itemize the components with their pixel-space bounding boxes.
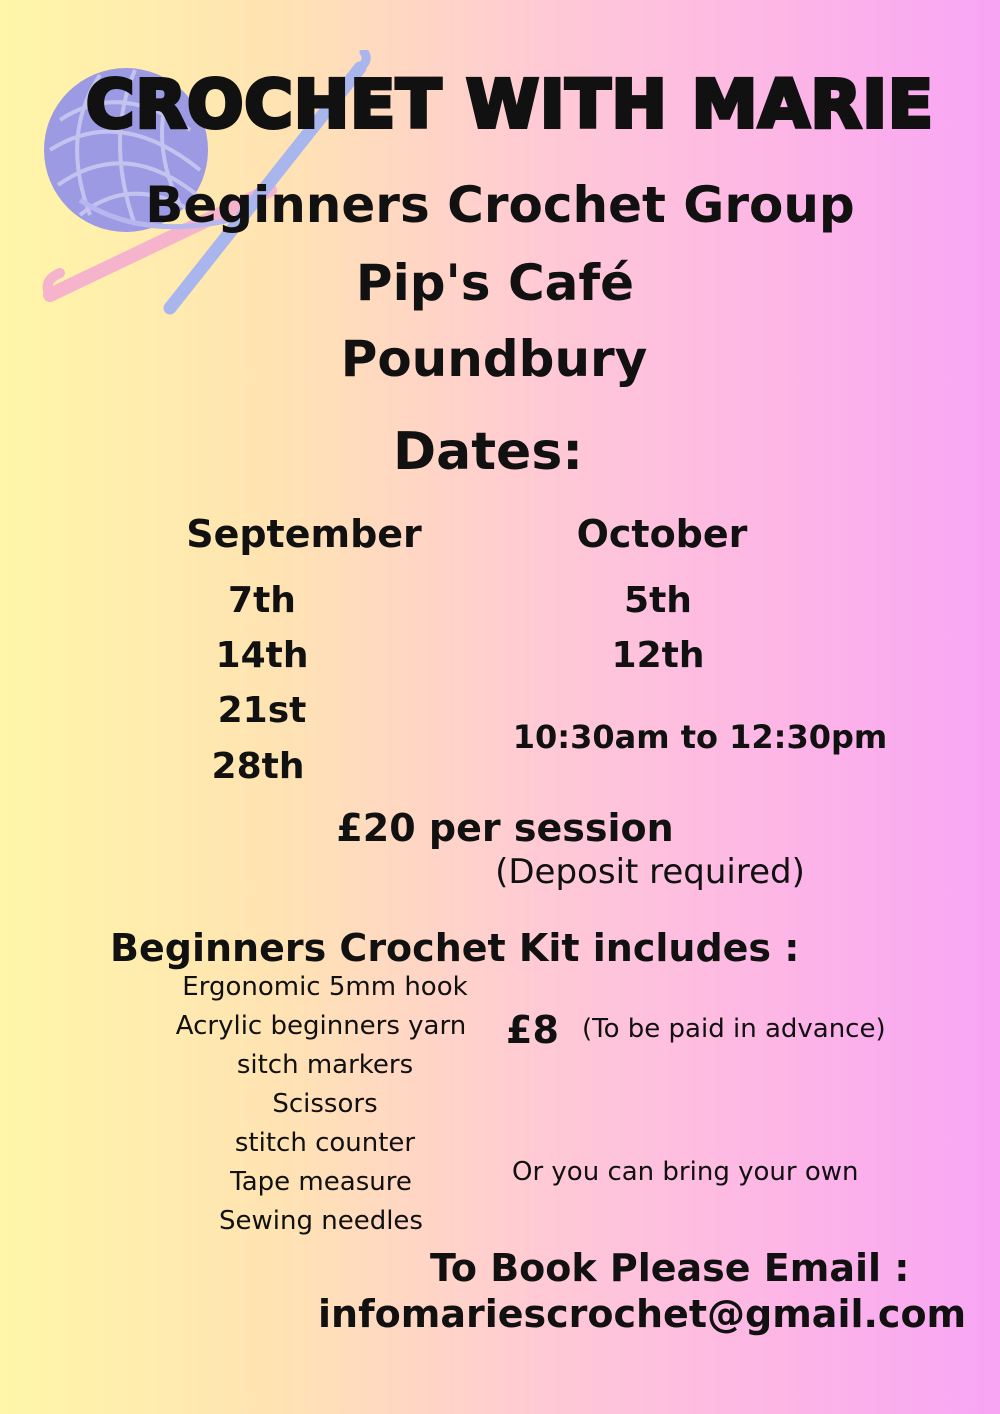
september-date: 7th: [228, 580, 296, 621]
september-date: 21st: [217, 690, 307, 731]
kit-item: sitch markers: [236, 1050, 414, 1080]
september-date: 28th: [211, 746, 305, 787]
october-date: 12th: [611, 635, 705, 676]
venue-location: Poundbury: [340, 330, 648, 388]
kit-price-note: (To be paid in advance): [582, 1014, 886, 1044]
booking-email: infomariescrochet@gmail.com: [318, 1292, 967, 1336]
month-september: September: [186, 512, 422, 556]
month-october: October: [576, 512, 748, 556]
bring-own-note: Or you can bring your own: [512, 1157, 859, 1187]
kit-item: Ergonomic 5mm hook: [182, 972, 468, 1002]
group-name: Beginners Crochet Group: [145, 176, 855, 234]
october-date: 5th: [624, 580, 692, 621]
kit-item: Sewing needles: [219, 1206, 423, 1236]
session-time: 10:30am to 12:30pm: [512, 718, 888, 756]
dates-heading: Dates:: [392, 422, 584, 482]
kit-item: stitch counter: [234, 1128, 416, 1158]
session-price: £20 per session: [336, 806, 674, 850]
kit-heading: Beginners Crochet Kit includes :: [110, 926, 800, 970]
booking-label: To Book Please Email :: [430, 1246, 910, 1290]
page-title: CROCHET WITH MARIE: [86, 66, 934, 143]
september-date: 14th: [215, 635, 309, 676]
kit-item: Acrylic beginners yarn: [175, 1011, 467, 1041]
kit-price: £8: [506, 1008, 559, 1052]
kit-item: Scissors: [272, 1089, 378, 1119]
kit-item: Tape measure: [230, 1167, 412, 1197]
deposit-note: (Deposit required): [495, 852, 805, 892]
venue-name: Pip's Café: [355, 254, 635, 312]
